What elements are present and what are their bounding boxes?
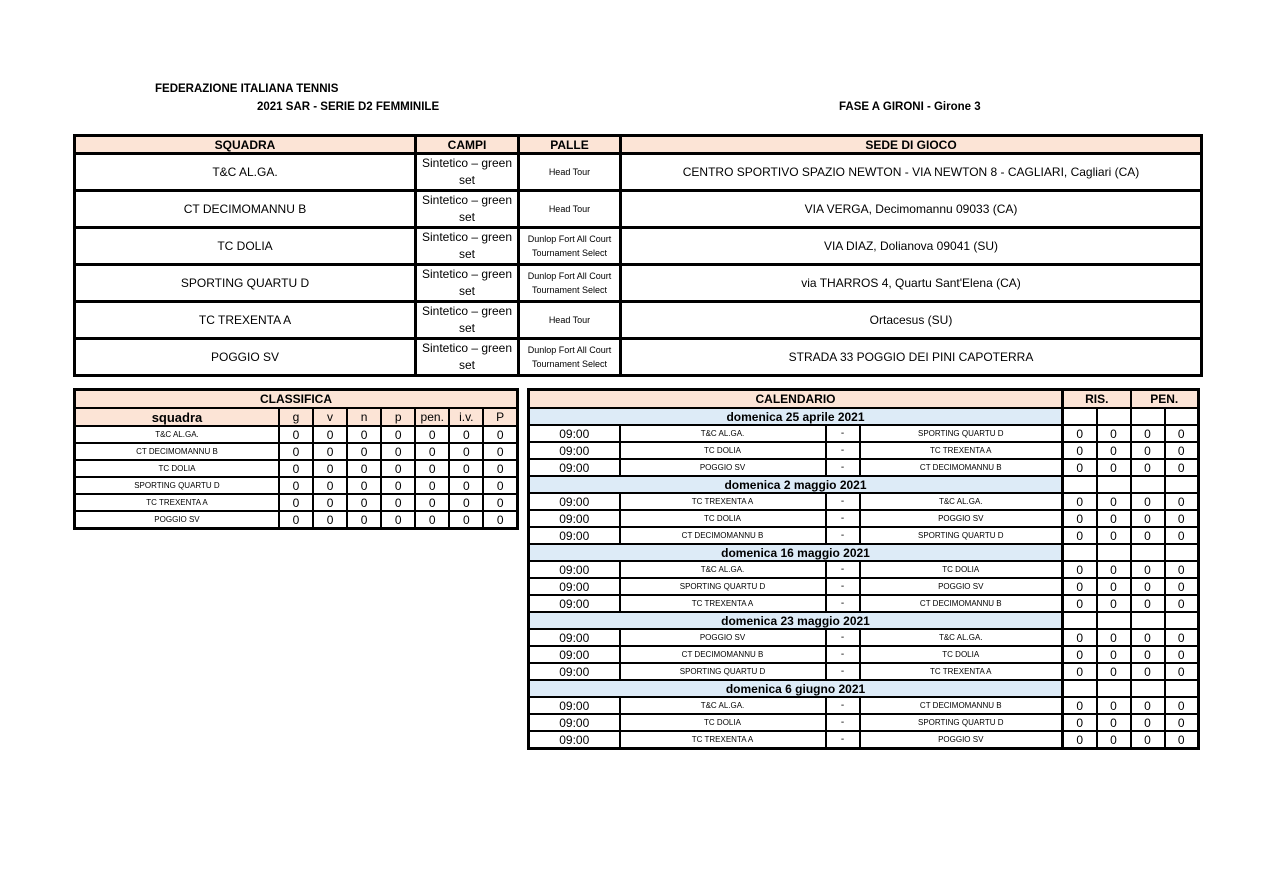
stat-n: 0 <box>347 426 381 443</box>
pen-away: 0 <box>1165 595 1199 612</box>
ris-header: RIS. <box>1063 390 1131 409</box>
away-team: POGGIO SV <box>860 578 1063 595</box>
pen-home: 0 <box>1131 459 1165 476</box>
ris-away: 0 <box>1097 595 1131 612</box>
stat-iv: 0 <box>449 426 483 443</box>
pen-away: 0 <box>1165 697 1199 714</box>
ris-away: 0 <box>1097 714 1131 731</box>
match-time: 09:00 <box>529 527 620 544</box>
team-courts: Sintetico – green set <box>416 228 519 265</box>
teams-header-row <box>75 136 1202 154</box>
team-venue: STRADA 33 POGGIO DEI PINI CAPOTERRA <box>621 339 1202 376</box>
phase-title: FASE A GIRONI - Girone 3 <box>839 101 981 113</box>
ris-away: 0 <box>1097 493 1131 510</box>
home-team: TC TREXENTA A <box>620 493 826 510</box>
standings-row <box>75 460 518 477</box>
pen-home: 0 <box>1131 714 1165 731</box>
stat-n: 0 <box>347 443 381 460</box>
ris-away: 0 <box>1097 527 1131 544</box>
match-row <box>529 510 1199 527</box>
stat-iv: 0 <box>449 460 483 477</box>
standings-team: SPORTING QUARTU D <box>75 477 279 494</box>
home-team: TC DOLIA <box>620 510 826 527</box>
empty-score-cell <box>1165 680 1199 697</box>
ris-home: 0 <box>1063 425 1097 442</box>
classifica-header-row <box>75 408 518 426</box>
ris-home: 0 <box>1063 527 1097 544</box>
stat-g: 0 <box>279 443 313 460</box>
pen-away: 0 <box>1165 510 1199 527</box>
ris-home: 0 <box>1063 646 1097 663</box>
col-points: P <box>483 408 517 426</box>
stat-g: 0 <box>279 511 313 529</box>
away-team: POGGIO SV <box>860 731 1063 749</box>
ris-away: 0 <box>1097 629 1131 646</box>
team-courts: Sintetico – green set <box>416 265 519 302</box>
col-campi: CAMPI <box>416 136 519 154</box>
home-team: TC TREXENTA A <box>620 595 826 612</box>
standings-row <box>75 443 518 460</box>
stat-p: 0 <box>381 460 415 477</box>
team-name: TC TREXENTA A <box>75 302 416 339</box>
home-team: TC TREXENTA A <box>620 731 826 749</box>
pen-home: 0 <box>1131 731 1165 749</box>
home-team: SPORTING QUARTU D <box>620 663 826 680</box>
round-date-row <box>529 408 1199 425</box>
ris-home: 0 <box>1063 697 1097 714</box>
stat-iv: 0 <box>449 494 483 511</box>
col-p: p <box>381 408 415 426</box>
stat-p: 0 <box>381 443 415 460</box>
ris-home: 0 <box>1063 442 1097 459</box>
match-separator: - <box>826 442 860 459</box>
match-row <box>529 697 1199 714</box>
stat-v: 0 <box>313 511 347 529</box>
pen-home: 0 <box>1131 646 1165 663</box>
col-squadra: squadra <box>75 408 279 426</box>
standings-team: TC TREXENTA A <box>75 494 279 511</box>
stat-iv: 0 <box>449 443 483 460</box>
match-separator: - <box>826 629 860 646</box>
col-iv: i.v. <box>449 408 483 426</box>
standings-team: CT DECIMOMANNU B <box>75 443 279 460</box>
standings-team: POGGIO SV <box>75 511 279 529</box>
stat-v: 0 <box>313 460 347 477</box>
stat-pen: 0 <box>415 511 449 529</box>
empty-score-cell <box>1063 612 1097 629</box>
ris-home: 0 <box>1063 493 1097 510</box>
empty-score-cell <box>1097 612 1131 629</box>
pen-away: 0 <box>1165 527 1199 544</box>
match-time: 09:00 <box>529 663 620 680</box>
pen-home: 0 <box>1131 629 1165 646</box>
pen-home: 0 <box>1131 697 1165 714</box>
standings-row <box>75 511 518 529</box>
team-courts: Sintetico – green set <box>416 154 519 191</box>
empty-score-cell <box>1097 544 1131 561</box>
pen-away: 0 <box>1165 442 1199 459</box>
stat-n: 0 <box>347 460 381 477</box>
pen-away: 0 <box>1165 663 1199 680</box>
pen-home: 0 <box>1131 493 1165 510</box>
stat-g: 0 <box>279 460 313 477</box>
pen-away: 0 <box>1165 493 1199 510</box>
match-separator: - <box>826 493 860 510</box>
empty-score-cell <box>1063 476 1097 493</box>
col-squadra: SQUADRA <box>75 136 416 154</box>
stat-v: 0 <box>313 426 347 443</box>
ris-home: 0 <box>1063 663 1097 680</box>
match-row <box>529 442 1199 459</box>
ris-away: 0 <box>1097 697 1131 714</box>
match-row <box>529 714 1199 731</box>
pen-away: 0 <box>1165 459 1199 476</box>
stat-g: 0 <box>279 477 313 494</box>
stat-g: 0 <box>279 494 313 511</box>
col-palle: PALLE <box>519 136 621 154</box>
stat-pen: 0 <box>415 443 449 460</box>
away-team: CT DECIMOMANNU B <box>860 459 1063 476</box>
teams-table <box>73 134 1203 377</box>
pen-home: 0 <box>1131 561 1165 578</box>
team-venue: Ortacesus (SU) <box>621 302 1202 339</box>
away-team: CT DECIMOMANNU B <box>860 697 1063 714</box>
match-row <box>529 595 1199 612</box>
team-balls: Head Tour <box>519 191 621 228</box>
match-separator: - <box>826 561 860 578</box>
ris-away: 0 <box>1097 561 1131 578</box>
round-date-row <box>529 680 1199 697</box>
match-row <box>529 629 1199 646</box>
stat-v: 0 <box>313 443 347 460</box>
match-row <box>529 578 1199 595</box>
stat-points: 0 <box>483 511 517 529</box>
ris-away: 0 <box>1097 731 1131 749</box>
round-date: domenica 6 giugno 2021 <box>529 680 1063 697</box>
home-team: T&C AL.GA. <box>620 697 826 714</box>
calendario-title: CALENDARIO <box>529 390 1063 409</box>
match-time: 09:00 <box>529 578 620 595</box>
team-row <box>75 154 1202 191</box>
stat-points: 0 <box>483 477 517 494</box>
match-time: 09:00 <box>529 646 620 663</box>
team-name: CT DECIMOMANNU B <box>75 191 416 228</box>
stat-points: 0 <box>483 443 517 460</box>
classifica-title: CLASSIFICA <box>75 390 518 409</box>
team-balls: Head Tour <box>519 302 621 339</box>
team-row <box>75 339 1202 376</box>
empty-score-cell <box>1131 408 1165 425</box>
ris-home: 0 <box>1063 595 1097 612</box>
home-team: T&C AL.GA. <box>620 425 826 442</box>
stat-g: 0 <box>279 426 313 443</box>
stat-p: 0 <box>381 494 415 511</box>
empty-score-cell <box>1063 680 1097 697</box>
home-team: T&C AL.GA. <box>620 561 826 578</box>
ris-home: 0 <box>1063 510 1097 527</box>
away-team: SPORTING QUARTU D <box>860 714 1063 731</box>
match-separator: - <box>826 731 860 749</box>
round-date: domenica 2 maggio 2021 <box>529 476 1063 493</box>
match-time: 09:00 <box>529 561 620 578</box>
pen-away: 0 <box>1165 646 1199 663</box>
match-row <box>529 527 1199 544</box>
team-row <box>75 265 1202 302</box>
ris-away: 0 <box>1097 442 1131 459</box>
calendario-table <box>527 388 1200 750</box>
round-date-row <box>529 612 1199 629</box>
ris-away: 0 <box>1097 510 1131 527</box>
empty-score-cell <box>1131 544 1165 561</box>
stat-points: 0 <box>483 460 517 477</box>
team-courts: Sintetico – green set <box>416 191 519 228</box>
col-pen: pen. <box>415 408 449 426</box>
match-row <box>529 561 1199 578</box>
stat-p: 0 <box>381 511 415 529</box>
match-row <box>529 425 1199 442</box>
home-team: CT DECIMOMANNU B <box>620 646 826 663</box>
match-time: 09:00 <box>529 493 620 510</box>
stat-pen: 0 <box>415 426 449 443</box>
empty-score-cell <box>1097 476 1131 493</box>
ris-away: 0 <box>1097 663 1131 680</box>
team-name: SPORTING QUARTU D <box>75 265 416 302</box>
ris-away: 0 <box>1097 646 1131 663</box>
ris-away: 0 <box>1097 459 1131 476</box>
ris-home: 0 <box>1063 731 1097 749</box>
stat-iv: 0 <box>449 477 483 494</box>
team-venue: VIA VERGA, Decimomannu 09033 (CA) <box>621 191 1202 228</box>
stat-v: 0 <box>313 477 347 494</box>
home-team: SPORTING QUARTU D <box>620 578 826 595</box>
pen-away: 0 <box>1165 425 1199 442</box>
empty-score-cell <box>1063 544 1097 561</box>
match-time: 09:00 <box>529 595 620 612</box>
empty-score-cell <box>1131 476 1165 493</box>
pen-home: 0 <box>1131 510 1165 527</box>
stat-p: 0 <box>381 477 415 494</box>
pen-home: 0 <box>1131 527 1165 544</box>
ris-home: 0 <box>1063 459 1097 476</box>
empty-score-cell <box>1063 408 1097 425</box>
match-separator: - <box>826 697 860 714</box>
ris-home: 0 <box>1063 561 1097 578</box>
match-separator: - <box>826 578 860 595</box>
round-date: domenica 23 maggio 2021 <box>529 612 1063 629</box>
col-sede: SEDE DI GIOCO <box>621 136 1202 154</box>
stat-n: 0 <box>347 477 381 494</box>
match-separator: - <box>826 527 860 544</box>
team-balls: Dunlop Fort All Court Tournament Select <box>519 339 621 376</box>
away-team: TC DOLIA <box>860 561 1063 578</box>
pen-home: 0 <box>1131 425 1165 442</box>
col-n: n <box>347 408 381 426</box>
pen-home: 0 <box>1131 595 1165 612</box>
stat-p: 0 <box>381 426 415 443</box>
empty-score-cell <box>1165 408 1199 425</box>
stat-pen: 0 <box>415 460 449 477</box>
away-team: T&C AL.GA. <box>860 493 1063 510</box>
away-team: POGGIO SV <box>860 510 1063 527</box>
match-separator: - <box>826 425 860 442</box>
federation-title: FEDERAZIONE ITALIANA TENNIS <box>155 83 339 95</box>
empty-score-cell <box>1131 680 1165 697</box>
team-name: POGGIO SV <box>75 339 416 376</box>
round-date-row <box>529 476 1199 493</box>
match-row <box>529 731 1199 749</box>
match-time: 09:00 <box>529 442 620 459</box>
team-row <box>75 302 1202 339</box>
round-date-row <box>529 544 1199 561</box>
match-row <box>529 663 1199 680</box>
home-team: POGGIO SV <box>620 629 826 646</box>
standings-row <box>75 477 518 494</box>
stat-points: 0 <box>483 494 517 511</box>
match-separator: - <box>826 459 860 476</box>
match-separator: - <box>826 714 860 731</box>
team-balls: Dunlop Fort All Court Tournament Select <box>519 265 621 302</box>
empty-score-cell <box>1131 612 1165 629</box>
match-time: 09:00 <box>529 510 620 527</box>
team-courts: Sintetico – green set <box>416 302 519 339</box>
ris-away: 0 <box>1097 425 1131 442</box>
away-team: TC TREXENTA A <box>860 663 1063 680</box>
classifica-table <box>73 388 519 530</box>
round-date: domenica 16 maggio 2021 <box>529 544 1063 561</box>
team-courts: Sintetico – green set <box>416 339 519 376</box>
stat-iv: 0 <box>449 511 483 529</box>
match-row <box>529 493 1199 510</box>
stat-pen: 0 <box>415 477 449 494</box>
match-time: 09:00 <box>529 629 620 646</box>
empty-score-cell <box>1165 476 1199 493</box>
home-team: POGGIO SV <box>620 459 826 476</box>
team-row <box>75 191 1202 228</box>
match-time: 09:00 <box>529 459 620 476</box>
stat-pen: 0 <box>415 494 449 511</box>
home-team: CT DECIMOMANNU B <box>620 527 826 544</box>
round-date: domenica 25 aprile 2021 <box>529 408 1063 425</box>
calendario-header-row <box>529 390 1199 409</box>
team-name: T&C AL.GA. <box>75 154 416 191</box>
pen-home: 0 <box>1131 442 1165 459</box>
stat-n: 0 <box>347 494 381 511</box>
away-team: CT DECIMOMANNU B <box>860 595 1063 612</box>
ris-away: 0 <box>1097 578 1131 595</box>
pen-home: 0 <box>1131 578 1165 595</box>
match-separator: - <box>826 663 860 680</box>
team-name: TC DOLIA <box>75 228 416 265</box>
team-venue: via THARROS 4, Quartu Sant'Elena (CA) <box>621 265 1202 302</box>
empty-score-cell <box>1097 408 1131 425</box>
empty-score-cell <box>1097 680 1131 697</box>
team-venue: VIA DIAZ, Dolianova 09041 (SU) <box>621 228 1202 265</box>
match-time: 09:00 <box>529 697 620 714</box>
home-team: TC DOLIA <box>620 714 826 731</box>
pen-away: 0 <box>1165 731 1199 749</box>
team-row <box>75 228 1202 265</box>
match-separator: - <box>826 646 860 663</box>
pen-away: 0 <box>1165 561 1199 578</box>
ris-home: 0 <box>1063 714 1097 731</box>
standings-row <box>75 494 518 511</box>
away-team: SPORTING QUARTU D <box>860 425 1063 442</box>
ris-home: 0 <box>1063 629 1097 646</box>
ris-home: 0 <box>1063 578 1097 595</box>
match-separator: - <box>826 510 860 527</box>
empty-score-cell <box>1165 544 1199 561</box>
col-v: v <box>313 408 347 426</box>
pen-away: 0 <box>1165 714 1199 731</box>
pen-away: 0 <box>1165 629 1199 646</box>
stat-points: 0 <box>483 426 517 443</box>
standings-row <box>75 426 518 443</box>
col-g: g <box>279 408 313 426</box>
team-venue: CENTRO SPORTIVO SPAZIO NEWTON - VIA NEWTON 8 - CAGLIARI, Cagliari (CA) <box>621 154 1202 191</box>
away-team: TC TREXENTA A <box>860 442 1063 459</box>
stat-n: 0 <box>347 511 381 529</box>
match-time: 09:00 <box>529 731 620 749</box>
stat-v: 0 <box>313 494 347 511</box>
team-balls: Head Tour <box>519 154 621 191</box>
match-time: 09:00 <box>529 425 620 442</box>
match-row <box>529 459 1199 476</box>
pen-away: 0 <box>1165 578 1199 595</box>
match-separator: - <box>826 595 860 612</box>
classifica-title-row <box>75 390 518 409</box>
home-team: TC DOLIA <box>620 442 826 459</box>
empty-score-cell <box>1165 612 1199 629</box>
championship-title: 2021 SAR - SERIE D2 FEMMINILE <box>257 101 440 113</box>
standings-team: TC DOLIA <box>75 460 279 477</box>
standings-team: T&C AL.GA. <box>75 426 279 443</box>
away-team: SPORTING QUARTU D <box>860 527 1063 544</box>
pen-header: PEN. <box>1131 390 1199 409</box>
away-team: T&C AL.GA. <box>860 629 1063 646</box>
pen-home: 0 <box>1131 663 1165 680</box>
away-team: TC DOLIA <box>860 646 1063 663</box>
match-row <box>529 646 1199 663</box>
match-time: 09:00 <box>529 714 620 731</box>
team-balls: Dunlop Fort All Court Tournament Select <box>519 228 621 265</box>
